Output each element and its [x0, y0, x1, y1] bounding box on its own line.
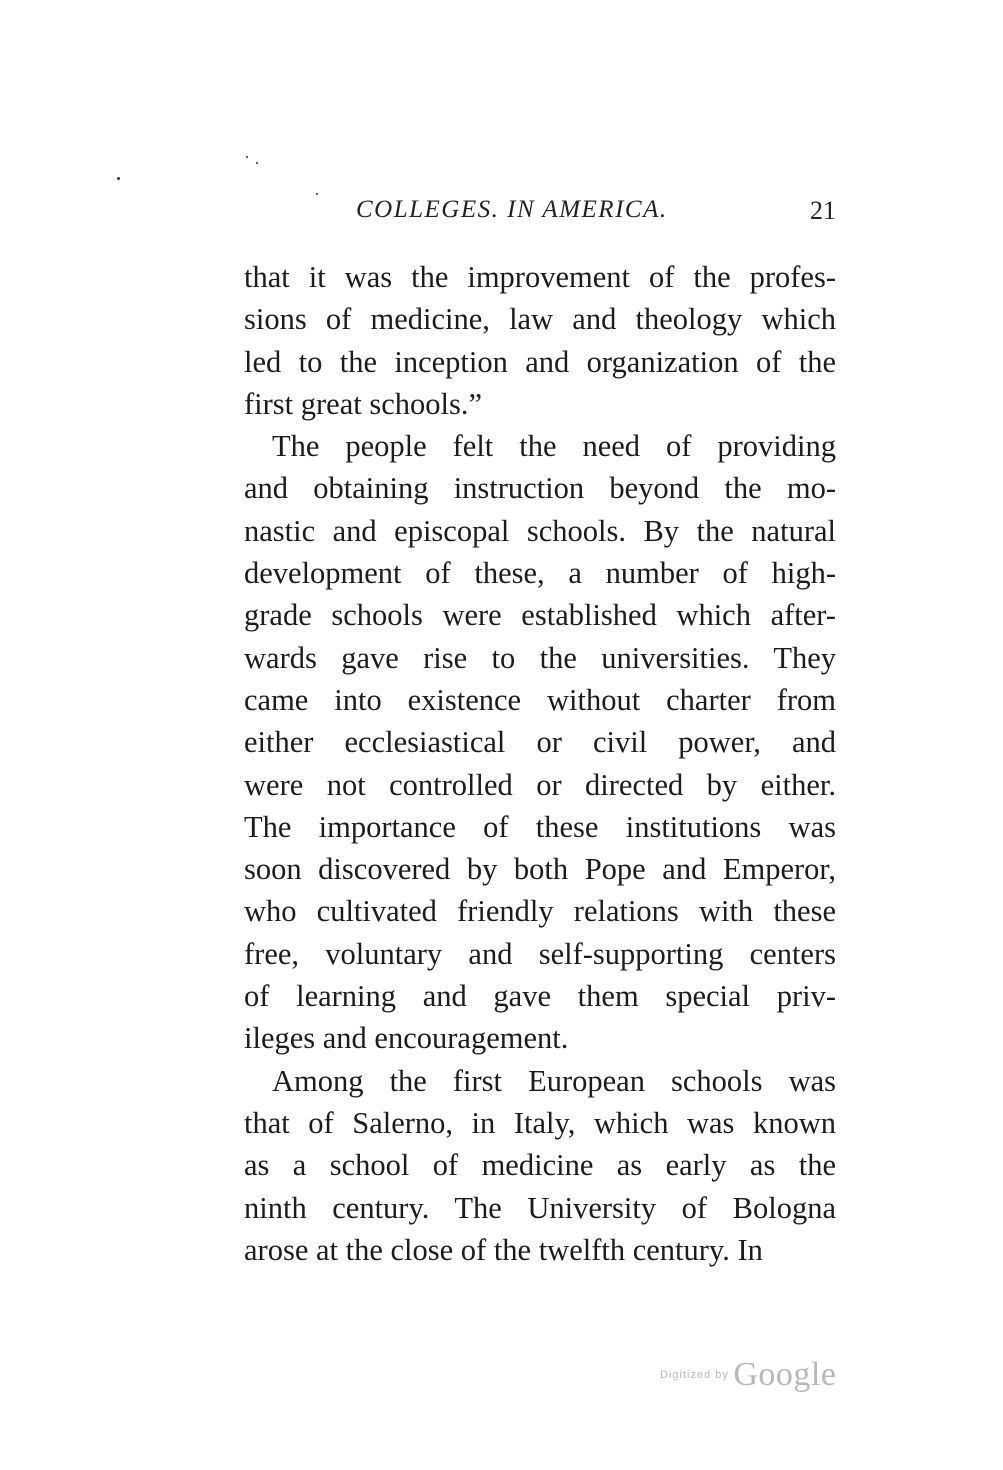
- text-line: as a school of medicine as early as the: [244, 1148, 836, 1183]
- text-line: The people felt the need of providing: [272, 429, 836, 464]
- text-line: grade schools were established which after-: [244, 598, 836, 633]
- text-line: nastic and episcopal schools. By the natural: [244, 513, 836, 548]
- running-title: COLLEGES. IN AMERICA.: [356, 196, 668, 223]
- google-logo: Google: [733, 1356, 837, 1393]
- text-line: Among the first European schools was: [272, 1063, 836, 1098]
- text-line: The importance of these institutions was: [244, 809, 836, 844]
- text-line: that it was the improvement of the profes-: [244, 260, 836, 294]
- page-header: [244, 196, 836, 232]
- text-line: that of Salerno, in Italy, which was known: [244, 1105, 836, 1140]
- text-line: who cultivated friendly relations with these: [244, 894, 836, 929]
- watermark-prefix: Digitized by: [660, 1369, 729, 1381]
- scan-speck: [316, 193, 318, 195]
- text-line: ninth century. The University of Bologna: [244, 1190, 836, 1225]
- google-watermark: [660, 1356, 836, 1394]
- text-line: development of these, a number of high-: [244, 556, 836, 591]
- text-line: first great schools.”: [244, 386, 482, 421]
- text-line: soon discovered by both Pope and Emperor,: [244, 852, 836, 887]
- text-line: arose at the close of the twelfth century. In: [244, 1232, 763, 1267]
- text-line: wards gave rise to the universities. They: [244, 640, 836, 675]
- paragraph: [244, 425, 836, 1059]
- text-line: either ecclesiastical or civil power, and: [244, 725, 836, 760]
- text-line: came into existence without charter from: [244, 682, 836, 717]
- text-line: ileges and encouragement.: [244, 1021, 569, 1056]
- text-line: were not controlled or directed by either.: [244, 767, 836, 802]
- body-text: [244, 256, 836, 1271]
- text-line: led to the inception and organization of the: [244, 344, 836, 379]
- text-line: and obtaining instruction beyond the mo-: [244, 471, 836, 506]
- paragraph: [244, 1060, 836, 1271]
- paragraph: [244, 256, 836, 425]
- scan-speck: [117, 177, 120, 180]
- text-line: of learning and gave them special priv-: [244, 979, 836, 1014]
- page-number: 21: [810, 196, 836, 225]
- text-line: free, voluntary and self-supporting centers: [244, 936, 836, 971]
- scan-speck: [256, 162, 258, 164]
- scan-speck: [246, 156, 248, 158]
- text-line: sions of medicine, law and theology which: [244, 302, 836, 337]
